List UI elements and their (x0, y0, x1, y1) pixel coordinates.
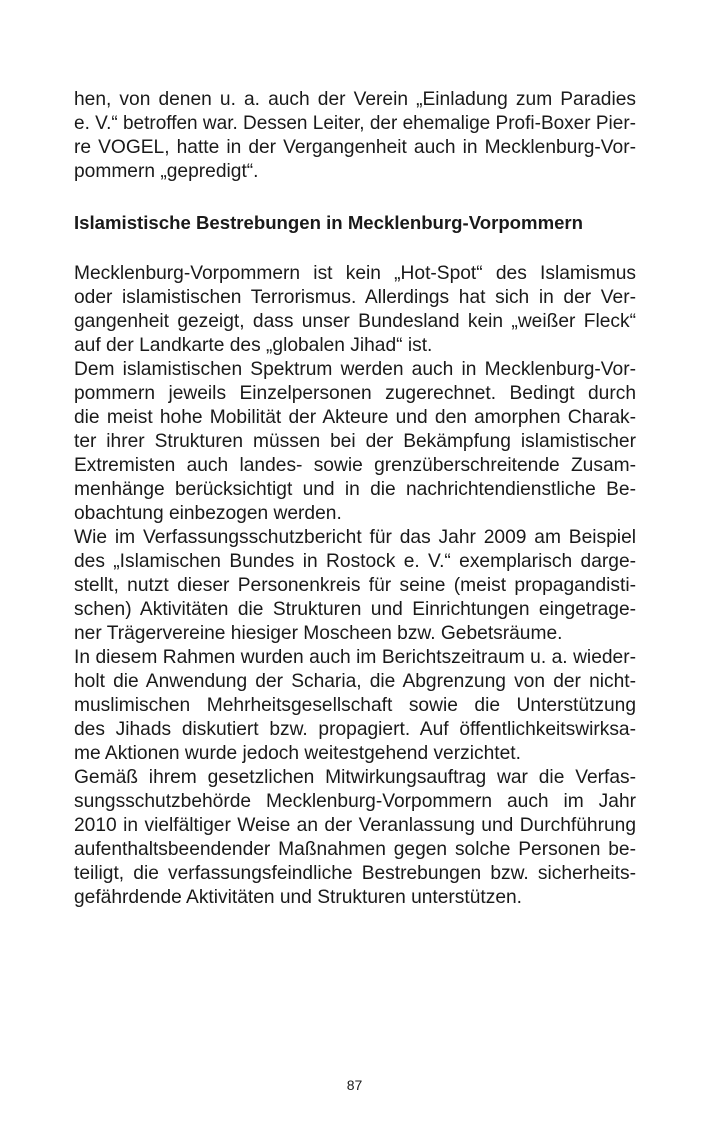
body-line: teiligt, die verfassungsfeindliche Bestrebungen bzw. sicherheits- (74, 863, 636, 884)
body-line: oder islamistischen Terrorismus. Allerdings hat sich in der Ver- (74, 287, 636, 308)
body-line: sungsschutzbehörde Mecklenburg-Vorpommern auch im Jahr (74, 791, 636, 812)
body-line: stellt, nutzt dieser Personenkreis für seine (meist propagandisti- (74, 575, 636, 596)
body-line: obachtung einbezogen werden. (74, 503, 342, 524)
section-heading: Islamistische Bestrebungen in Mecklenburg-Vorpommern (74, 212, 584, 233)
intro-line: pommern „gepredigt“. (74, 161, 259, 182)
body-line: 2010 in vielfältiger Weise an der Veranlassung und Durchführung (74, 815, 636, 836)
body-line: Wie im Verfassungsschutzbericht für das Jahr 2009 am Beispiel (74, 527, 636, 548)
intro-line: re VOGEL, hatte in der Vergangenheit auch in Mecklenburg-Vor- (74, 137, 636, 158)
body-line: die meist hohe Mobilität der Akteure und den amorphen Charak- (74, 407, 636, 428)
body-line: auf der Landkarte des „globalen Jihad“ ist. (74, 335, 433, 356)
body-line: Dem islamistischen Spektrum werden auch in Mecklenburg-Vor- (74, 359, 636, 380)
body-line: aufenthaltsbeendender Maßnahmen gegen solche Personen be- (74, 839, 636, 860)
body-line: In diesem Rahmen wurden auch im Berichtszeitraum u. a. wieder- (74, 647, 636, 668)
body-line: pommern jeweils Einzelpersonen zugerechnet. Bedingt durch (74, 383, 636, 404)
body-line: Gemäß ihrem gesetzlichen Mitwirkungsauftrag war die Verfas- (74, 767, 636, 788)
intro-line: e. V.“ betroffen war. Dessen Leiter, der ehemalige Profi-Boxer Pier- (74, 113, 636, 134)
page-number: 87 (346, 1077, 363, 1093)
body-line: ner Trägervereine hiesiger Moscheen bzw. Gebetsräume. (74, 623, 563, 644)
body-line: menhänge berücksichtigt und in die nachrichtendienstliche Be- (74, 479, 636, 500)
body-line: gangenheit gezeigt, dass unser Bundesland kein „weißer Fleck“ (74, 311, 636, 332)
body-line: gefährdende Aktivitäten und Strukturen unterstützen. (74, 887, 523, 908)
body-line: me Aktionen wurde jedoch weitestgehend verzichtet. (74, 743, 521, 764)
body-line: ter ihrer Strukturen müssen bei der Bekämpfung islamistischer (74, 431, 636, 452)
body-line: Mecklenburg-Vorpommern ist kein „Hot-Spot“ des Islamismus (74, 263, 636, 284)
body-line: muslimischen Mehrheitsgesellschaft sowie die Unterstützung (74, 695, 636, 716)
intro-line: hen, von denen u. a. auch der Verein „Einladung zum Paradies (74, 89, 636, 110)
body-line: holt die Anwendung der Scharia, die Abgrenzung von der nicht- (74, 671, 636, 692)
body-line: des Jihads diskutiert bzw. propagiert. Auf öffentlichkeitswirksa- (74, 719, 636, 740)
body-line: des „Islamischen Bundes in Rostock e. V.“ exemplarisch darge- (74, 551, 636, 572)
body-line: schen) Aktivitäten die Strukturen und Einrichtungen eingetrage- (74, 599, 636, 620)
body-line: Extremisten auch landes- sowie grenzüberschreitende Zusam- (74, 455, 636, 476)
